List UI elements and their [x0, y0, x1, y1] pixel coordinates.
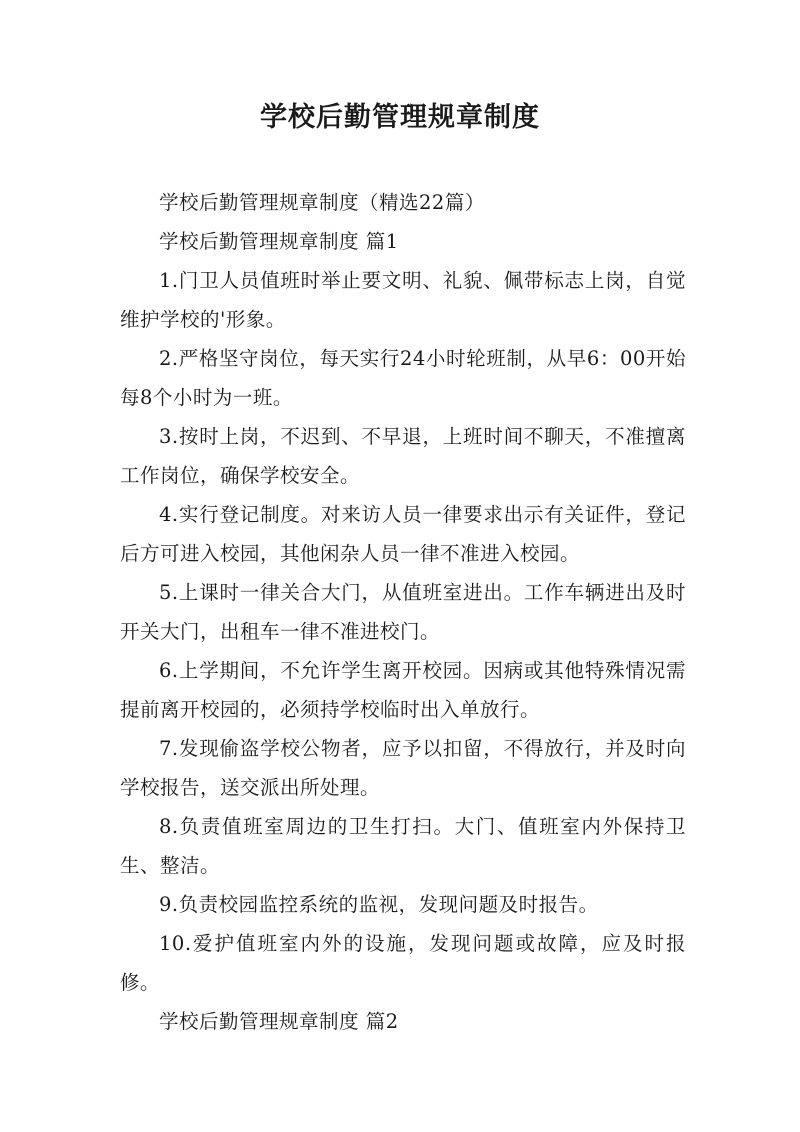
rule-item: 9.负责校园监控系统的监视，发现问题及时报告。 — [159, 893, 599, 916]
rule-item: 10.爱护值班室内外的设施，发现问题或故障，应及时报修。 — [120, 932, 686, 994]
rule-item: 8.负责值班室周边的卫生打扫。大门、值班室内外保持卫生、整洁。 — [120, 815, 686, 877]
section-heading: 学校后勤管理规章制度 篇2 — [159, 1010, 399, 1033]
rule-item: 3.按时上岗，不迟到、不早退，上班时间不聊天，不准擅离工作岗位，确保学校安全。 — [120, 425, 686, 487]
document-body — [120, 183, 686, 1041]
rule-item: 1.门卫人员值班时举止要文明、礼貌、佩带标志上岗，自觉维护学校的'形象。 — [120, 269, 686, 331]
rule-item: 7.发现偷盗学校公物者，应予以扣留，不得放行，并及时向学校报告，送交派出所处理。 — [120, 737, 686, 799]
rule-item: 2.严格坚守岗位，每天实行24小时轮班制，从早6：00开始每8个小时为一班。 — [120, 347, 686, 409]
rule-item: 5.上课时一律关合大门，从值班室进出。工作车辆进出及时开关大门，出租车一律不准进校门。 — [120, 581, 686, 643]
document-title: 学校后勤管理规章制度 — [260, 102, 540, 133]
rule-item: 6.上学期间，不允许学生离开校园。因病或其他特殊情况需提前离开校园的，必须持学校临时出入单放行。 — [120, 659, 686, 721]
intro-heading: 学校后勤管理规章制度（精选22篇） — [159, 191, 485, 214]
section-heading: 学校后勤管理规章制度 篇1 — [159, 230, 399, 253]
rule-item: 4.实行登记制度。对来访人员一律要求出示有关证件，登记后方可进入校园，其他闲杂人员一律不准进入校园。 — [120, 503, 686, 565]
